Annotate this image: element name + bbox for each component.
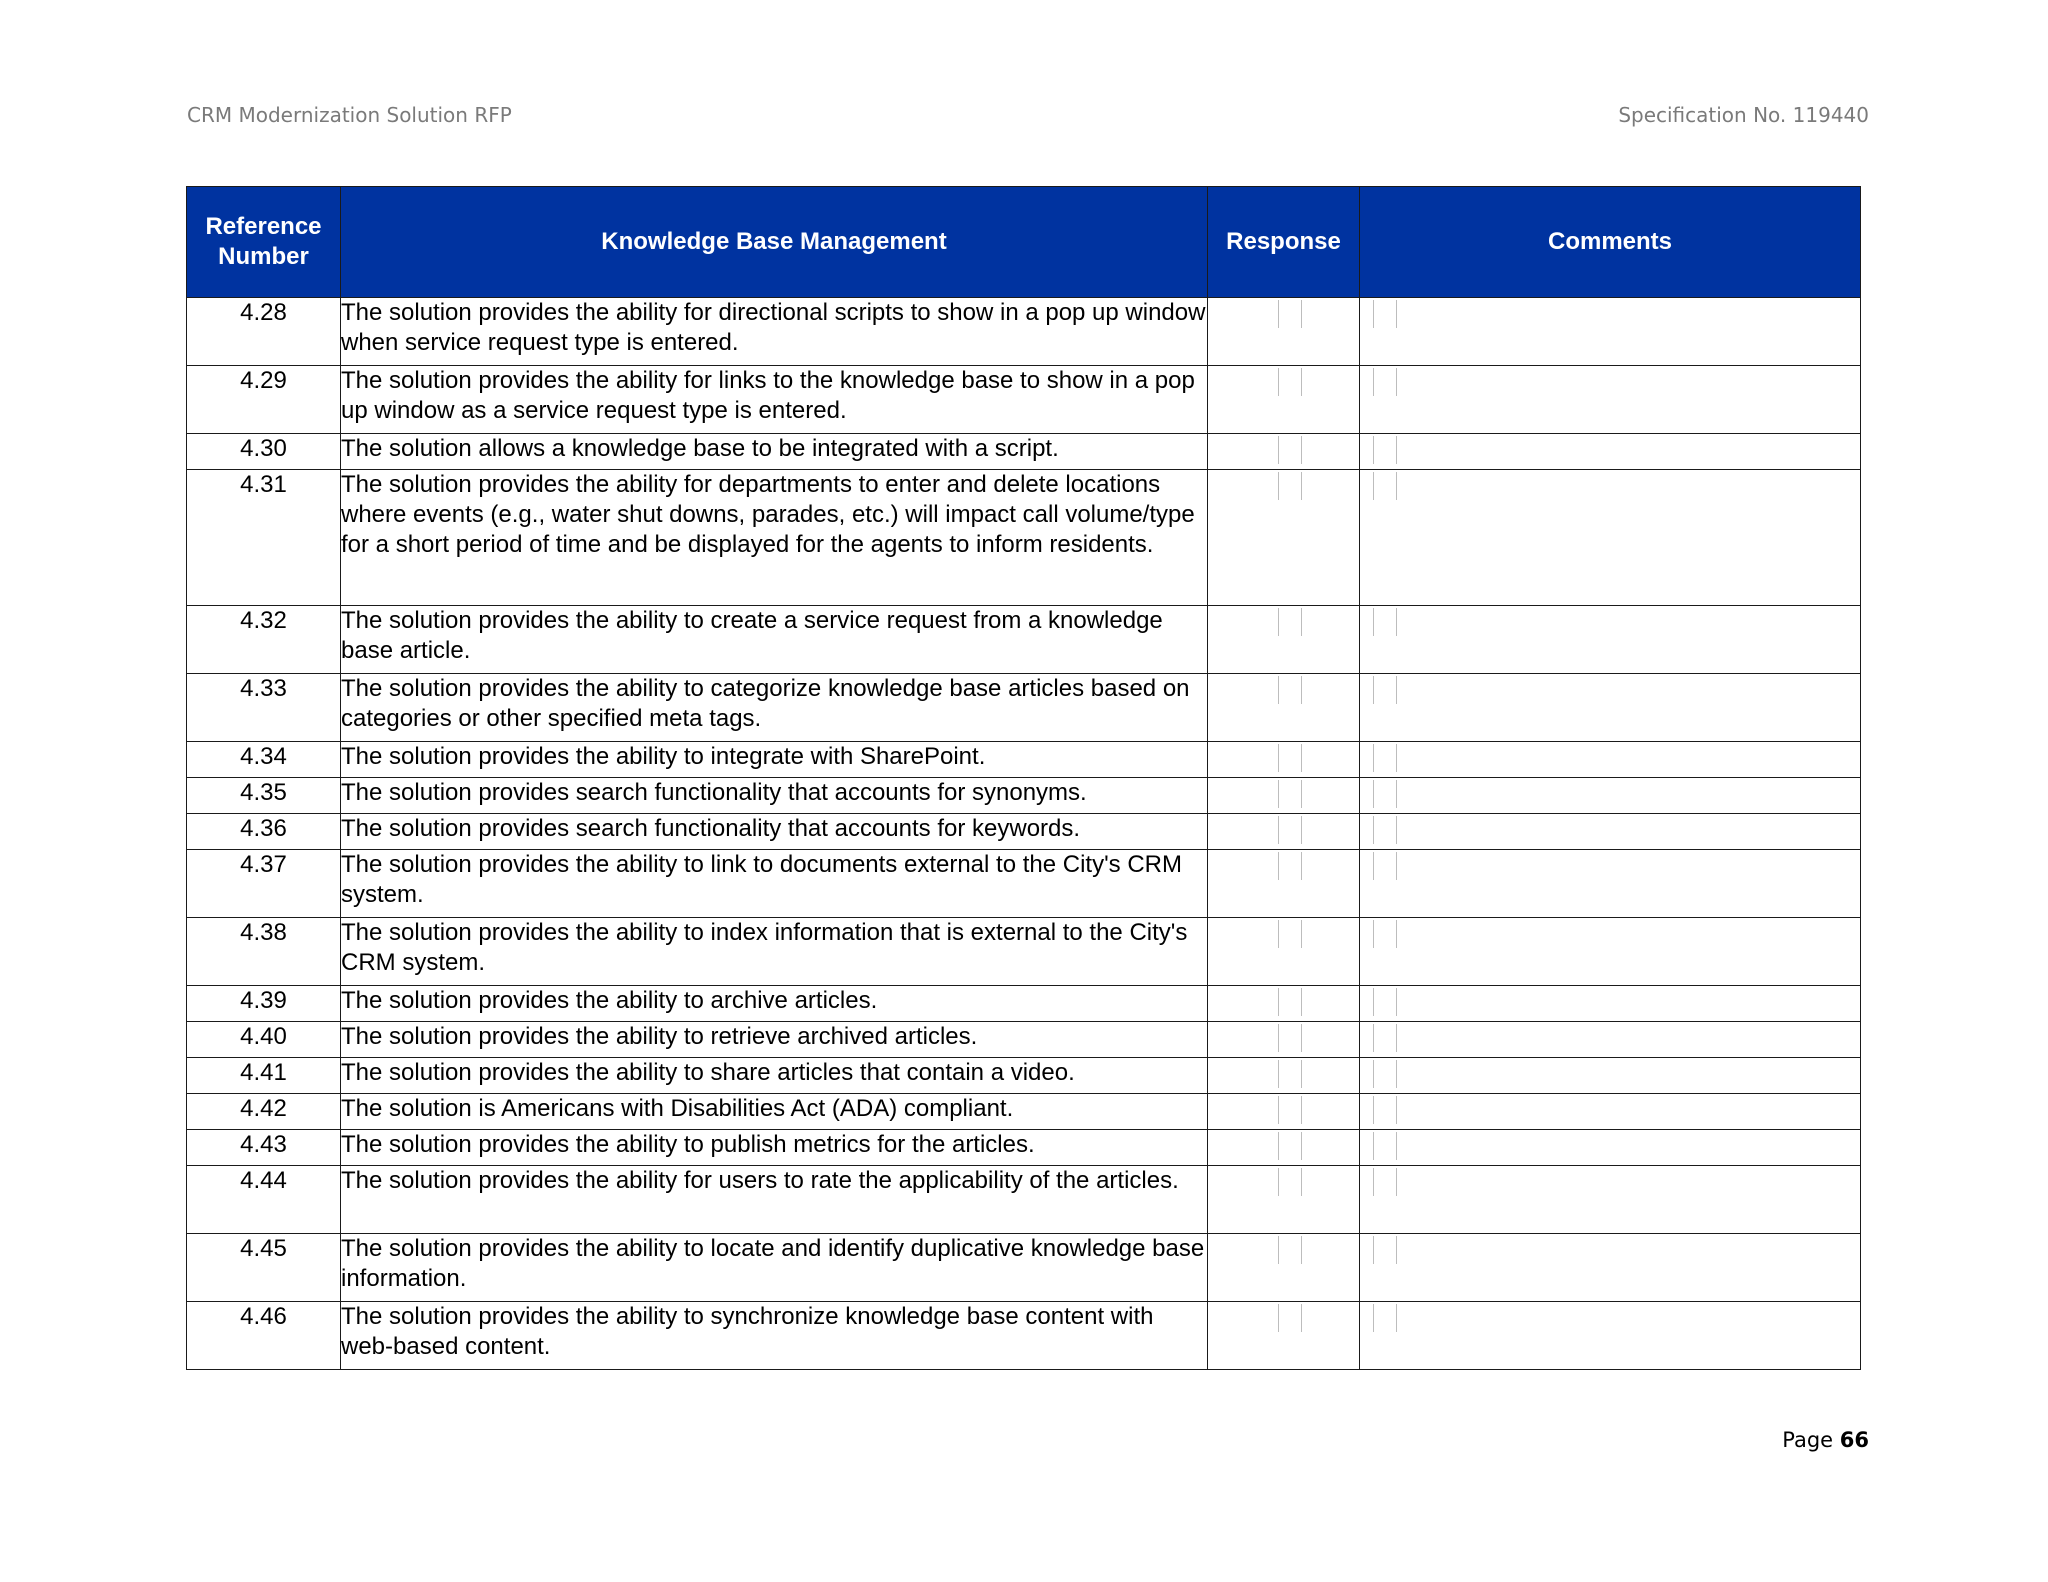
comments-cell[interactable] xyxy=(1360,1234,1861,1302)
comments-cell[interactable] xyxy=(1360,1022,1861,1058)
reference-number: 4.45 xyxy=(187,1234,341,1302)
comments-cell[interactable] xyxy=(1360,298,1861,366)
reference-number: 4.31 xyxy=(187,470,341,606)
comments-field-marker[interactable] xyxy=(1373,1168,1397,1196)
requirement-description: The solution provides the ability for users to rate the applicability of the articles. xyxy=(341,1166,1208,1234)
comments-field-marker[interactable] xyxy=(1373,988,1397,1016)
column-header-description: Knowledge Base Management xyxy=(341,187,1208,298)
reference-number: 4.37 xyxy=(187,850,341,918)
response-field-marker[interactable] xyxy=(1278,852,1302,880)
column-header-reference: Reference Number xyxy=(187,187,341,298)
response-field-marker[interactable] xyxy=(1278,368,1302,396)
comments-field-marker[interactable] xyxy=(1373,852,1397,880)
requirements-table xyxy=(186,186,1861,1370)
requirement-description: The solution provides the ability to categorize knowledge base articles based on categories or other specified meta tags. xyxy=(341,674,1208,742)
response-cell[interactable] xyxy=(1208,778,1360,814)
page-number: 66 xyxy=(1839,1428,1869,1452)
comments-cell[interactable] xyxy=(1360,470,1861,606)
reference-number: 4.33 xyxy=(187,674,341,742)
response-field-marker[interactable] xyxy=(1278,1096,1302,1124)
table-row xyxy=(187,850,1861,918)
comments-cell[interactable] xyxy=(1360,986,1861,1022)
table-row xyxy=(187,366,1861,434)
reference-number: 4.46 xyxy=(187,1302,341,1370)
requirement-description: The solution provides the ability to retrieve archived articles. xyxy=(341,1022,1208,1058)
comments-cell[interactable] xyxy=(1360,1166,1861,1234)
response-cell[interactable] xyxy=(1208,470,1360,606)
requirement-description: The solution provides the ability for directional scripts to show in a pop up window when service request type is entered. xyxy=(341,298,1208,366)
page-label: Page xyxy=(1782,1428,1834,1452)
table-row xyxy=(187,986,1861,1022)
response-field-marker[interactable] xyxy=(1278,780,1302,808)
response-field-marker[interactable] xyxy=(1278,608,1302,636)
column-header-comments: Comments xyxy=(1360,187,1861,298)
comments-cell[interactable] xyxy=(1360,606,1861,674)
table-header-row xyxy=(187,187,1861,298)
response-cell[interactable] xyxy=(1208,1022,1360,1058)
response-cell[interactable] xyxy=(1208,298,1360,366)
requirement-description: The solution provides the ability to synchronize knowledge base content with web-based content. xyxy=(341,1302,1208,1370)
table-row xyxy=(187,1130,1861,1166)
table-row xyxy=(187,434,1861,470)
response-field-marker[interactable] xyxy=(1278,1236,1302,1264)
comments-cell[interactable] xyxy=(1360,434,1861,470)
table-row xyxy=(187,298,1861,366)
requirement-description: The solution provides the ability to share articles that contain a video. xyxy=(341,1058,1208,1094)
comments-cell[interactable] xyxy=(1360,850,1861,918)
reference-number: 4.30 xyxy=(187,434,341,470)
comments-field-marker[interactable] xyxy=(1373,1132,1397,1160)
comments-cell[interactable] xyxy=(1360,742,1861,778)
response-cell[interactable] xyxy=(1208,1234,1360,1302)
response-field-marker[interactable] xyxy=(1278,472,1302,500)
response-cell[interactable] xyxy=(1208,434,1360,470)
comments-field-marker[interactable] xyxy=(1373,780,1397,808)
response-cell[interactable] xyxy=(1208,1302,1360,1370)
requirement-description: The solution provides the ability to archive articles. xyxy=(341,986,1208,1022)
reference-number: 4.29 xyxy=(187,366,341,434)
response-field-marker[interactable] xyxy=(1278,676,1302,704)
table-row xyxy=(187,674,1861,742)
table-row xyxy=(187,470,1861,606)
reference-number: 4.34 xyxy=(187,742,341,778)
document-title: CRM Modernization Solution RFP xyxy=(187,103,512,127)
response-cell[interactable] xyxy=(1208,1130,1360,1166)
table-row xyxy=(187,1234,1861,1302)
page-header xyxy=(187,103,1869,133)
comments-cell[interactable] xyxy=(1360,1094,1861,1130)
response-cell[interactable] xyxy=(1208,366,1360,434)
table-row xyxy=(187,778,1861,814)
reference-number: 4.35 xyxy=(187,778,341,814)
response-field-marker[interactable] xyxy=(1278,920,1302,948)
reference-number: 4.36 xyxy=(187,814,341,850)
table-row xyxy=(187,1166,1861,1234)
comments-cell[interactable] xyxy=(1360,1058,1861,1094)
requirement-description: The solution provides the ability for links to the knowledge base to show in a pop up window as a service request type is entered. xyxy=(341,366,1208,434)
comments-cell[interactable] xyxy=(1360,778,1861,814)
table-row xyxy=(187,918,1861,986)
response-cell[interactable] xyxy=(1208,674,1360,742)
reference-number: 4.42 xyxy=(187,1094,341,1130)
comments-field-marker[interactable] xyxy=(1373,300,1397,328)
table-row xyxy=(187,1302,1861,1370)
reference-number: 4.41 xyxy=(187,1058,341,1094)
response-cell[interactable] xyxy=(1208,918,1360,986)
response-field-marker[interactable] xyxy=(1278,1024,1302,1052)
response-cell[interactable] xyxy=(1208,606,1360,674)
table-row xyxy=(187,742,1861,778)
comments-cell[interactable] xyxy=(1360,1302,1861,1370)
response-field-marker[interactable] xyxy=(1278,988,1302,1016)
comments-field-marker[interactable] xyxy=(1373,1024,1397,1052)
comments-field-marker[interactable] xyxy=(1373,1096,1397,1124)
requirement-description: The solution provides the ability to publish metrics for the articles. xyxy=(341,1130,1208,1166)
specification-number: Specification No. 119440 xyxy=(1618,103,1869,127)
table-row xyxy=(187,814,1861,850)
comments-field-marker[interactable] xyxy=(1373,608,1397,636)
requirement-description: The solution provides the ability to create a service request from a knowledge base article. xyxy=(341,606,1208,674)
comments-cell[interactable] xyxy=(1360,366,1861,434)
comments-field-marker[interactable] xyxy=(1373,436,1397,464)
comments-field-marker[interactable] xyxy=(1373,1304,1397,1332)
comments-field-marker[interactable] xyxy=(1373,744,1397,772)
reference-number: 4.43 xyxy=(187,1130,341,1166)
comments-cell[interactable] xyxy=(1360,674,1861,742)
comments-field-marker[interactable] xyxy=(1373,1236,1397,1264)
requirement-description: The solution provides the ability to locate and identify duplicative knowledge base information. xyxy=(341,1234,1208,1302)
response-field-marker[interactable] xyxy=(1278,1168,1302,1196)
comments-cell[interactable] xyxy=(1360,814,1861,850)
requirement-description: The solution provides the ability to index information that is external to the City's CRM system. xyxy=(341,918,1208,986)
table-body xyxy=(187,298,1861,1370)
requirement-description: The solution allows a knowledge base to be integrated with a script. xyxy=(341,434,1208,470)
comments-field-marker[interactable] xyxy=(1373,816,1397,844)
column-header-response: Response xyxy=(1208,187,1360,298)
table-row xyxy=(187,1058,1861,1094)
table-row xyxy=(187,606,1861,674)
response-field-marker[interactable] xyxy=(1278,1304,1302,1332)
response-cell[interactable] xyxy=(1208,850,1360,918)
response-cell[interactable] xyxy=(1208,1094,1360,1130)
response-cell[interactable] xyxy=(1208,742,1360,778)
reference-number: 4.28 xyxy=(187,298,341,366)
comments-field-marker[interactable] xyxy=(1373,472,1397,500)
response-cell[interactable] xyxy=(1208,1166,1360,1234)
response-field-marker[interactable] xyxy=(1278,816,1302,844)
reference-number: 4.44 xyxy=(187,1166,341,1234)
response-cell[interactable] xyxy=(1208,986,1360,1022)
comments-field-marker[interactable] xyxy=(1373,676,1397,704)
response-field-marker[interactable] xyxy=(1278,1132,1302,1160)
table-row xyxy=(187,1022,1861,1058)
reference-number: 4.38 xyxy=(187,918,341,986)
page-footer xyxy=(1782,1428,1869,1452)
requirement-description: The solution provides the ability to link to documents external to the City's CRM system. xyxy=(341,850,1208,918)
requirement-description: The solution is Americans with Disabilities Act (ADA) compliant. xyxy=(341,1094,1208,1130)
requirement-description: The solution provides search functionality that accounts for keywords. xyxy=(341,814,1208,850)
comments-cell[interactable] xyxy=(1360,1130,1861,1166)
table-row xyxy=(187,1094,1861,1130)
comments-field-marker[interactable] xyxy=(1373,368,1397,396)
response-cell[interactable] xyxy=(1208,1058,1360,1094)
response-field-marker[interactable] xyxy=(1278,1060,1302,1088)
response-field-marker[interactable] xyxy=(1278,436,1302,464)
response-cell[interactable] xyxy=(1208,814,1360,850)
reference-number: 4.32 xyxy=(187,606,341,674)
requirement-description: The solution provides the ability for departments to enter and delete locations where events (e.g., water shut downs, parades, etc.) will impact call volume/type for a short period of time and be displayed for the agents to inform residents. xyxy=(341,470,1208,606)
requirement-description: The solution provides the ability to integrate with SharePoint. xyxy=(341,742,1208,778)
reference-number: 4.39 xyxy=(187,986,341,1022)
reference-number: 4.40 xyxy=(187,1022,341,1058)
comments-field-marker[interactable] xyxy=(1373,920,1397,948)
response-field-marker[interactable] xyxy=(1278,744,1302,772)
comments-field-marker[interactable] xyxy=(1373,1060,1397,1088)
comments-cell[interactable] xyxy=(1360,918,1861,986)
response-field-marker[interactable] xyxy=(1278,300,1302,328)
requirement-description: The solution provides search functionality that accounts for synonyms. xyxy=(341,778,1208,814)
